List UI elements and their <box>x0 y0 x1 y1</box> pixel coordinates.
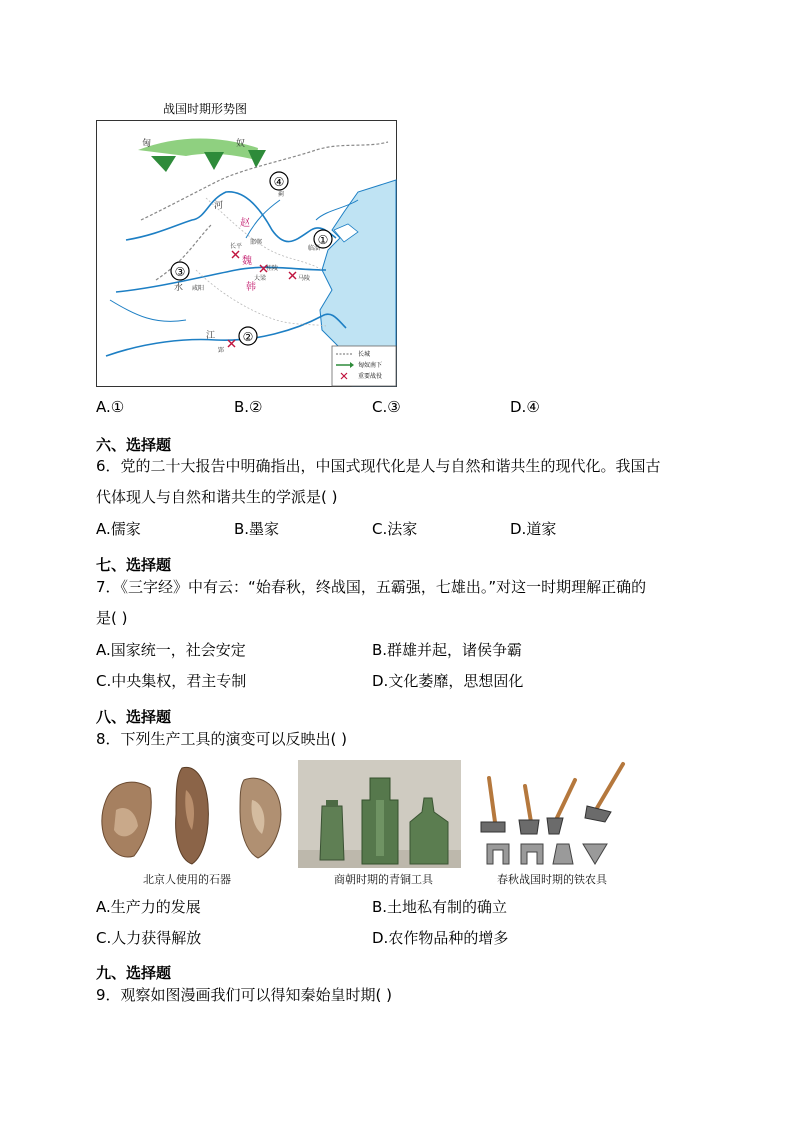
map-label-ying: 郢 <box>218 347 225 354</box>
q8-option-a[interactable]: A.生产力的发展 <box>96 898 201 916</box>
q8-option-b[interactable]: B.土地私有制的确立 <box>372 898 508 916</box>
q6-heading: 六、选择题 <box>96 436 172 454</box>
q5-option-d[interactable]: D.④ <box>510 398 540 416</box>
q9-stem: 9．观察如图漫画我们可以得知秦始皇时期( ) <box>96 986 393 1004</box>
q7-option-c[interactable]: C.中央集权，君主专制 <box>96 672 247 690</box>
marker-3-label: ③ <box>174 265 186 279</box>
q7-option-b[interactable]: B.群雄并起，诸侯争霸 <box>372 641 523 659</box>
bronze-tools-image <box>298 760 461 886</box>
map-label-shui: 水 <box>174 283 184 293</box>
map-title: 战国时期形势图 <box>163 102 248 116</box>
map-label-ji: 蓟 <box>278 191 285 198</box>
map-label-guiling: 桂陵 <box>266 265 279 272</box>
map-label-han: 韩 <box>246 282 256 293</box>
q6-stem-line1: 6．党的二十大报告中明确指出，中国式现代化是人与自然和谐共生的现代化。我国古 <box>96 457 661 475</box>
legend-invasion: 匈奴南下 <box>358 362 383 369</box>
legend-battle: 重要战役 <box>358 373 383 380</box>
q5-option-c[interactable]: C.③ <box>372 398 401 416</box>
stone-tools-image <box>96 760 290 886</box>
map-label-changping: 长平 <box>230 243 243 250</box>
map-label-he: 河 <box>214 201 224 211</box>
q7-option-a[interactable]: A.国家统一，社会安定 <box>96 641 246 659</box>
map-legend <box>332 346 396 386</box>
marker-1-label: ① <box>317 233 329 247</box>
marker-2-label: ② <box>242 330 254 344</box>
q8-option-c[interactable]: C.人力获得解放 <box>96 929 202 947</box>
marker-4-label: ④ <box>273 175 285 189</box>
q6-option-d[interactable]: D.道家 <box>510 520 557 538</box>
q5-option-a[interactable]: A.① <box>96 398 125 416</box>
warring-states-map <box>96 120 398 388</box>
map-label-xiongnu-1: 匈 <box>142 139 152 149</box>
q9-heading: 九、选择题 <box>96 964 172 982</box>
q7-option-d[interactable]: D.文化萎靡，思想固化 <box>372 672 524 690</box>
q6-option-a[interactable]: A.儒家 <box>96 520 141 538</box>
map-label-xiongnu-2: 奴 <box>236 139 246 149</box>
map-label-wei: 魏 <box>242 256 252 267</box>
q7-heading: 七、选择题 <box>96 556 172 574</box>
q6-option-b[interactable]: B.墨家 <box>234 520 280 538</box>
map-label-jiang: 江 <box>206 331 216 341</box>
q5-option-b[interactable]: B.② <box>234 398 263 416</box>
q8-heading: 八、选择题 <box>96 708 172 726</box>
map-label-daliang: 大梁 <box>254 275 267 282</box>
map-label-zhao: 赵 <box>240 218 250 229</box>
map-label-xianyang: 咸阳 <box>192 285 205 292</box>
caption-iron-tools: 春秋战国时期的铁农具 <box>497 873 607 886</box>
map-label-handan: 邯郸 <box>250 239 263 246</box>
q6-option-c[interactable]: C.法家 <box>372 520 418 538</box>
map-label-linzi: 临淄 <box>308 245 321 252</box>
legend-wall: 长城 <box>358 351 371 358</box>
map-label-maling: 马陵 <box>298 275 311 282</box>
q7-stem-line2: 是( ) <box>96 609 128 627</box>
q7-stem-line1: 7．《三字经》中有云：“始春秋，终战国，五霸强，七雄出。”对这一时期理解正确的 <box>96 578 647 596</box>
caption-bronze-tools: 商朝时期的青铜工具 <box>334 873 433 886</box>
q6-stem-line2: 代体现人与自然和谐共生的学派是( ) <box>96 488 338 506</box>
q8-stem: 8．下列生产工具的演变可以反映出( ) <box>96 730 348 748</box>
iron-tools-image <box>469 760 633 886</box>
caption-stone-tools: 北京人使用的石器 <box>143 873 231 886</box>
q8-option-d[interactable]: D.农作物品种的增多 <box>372 929 509 947</box>
